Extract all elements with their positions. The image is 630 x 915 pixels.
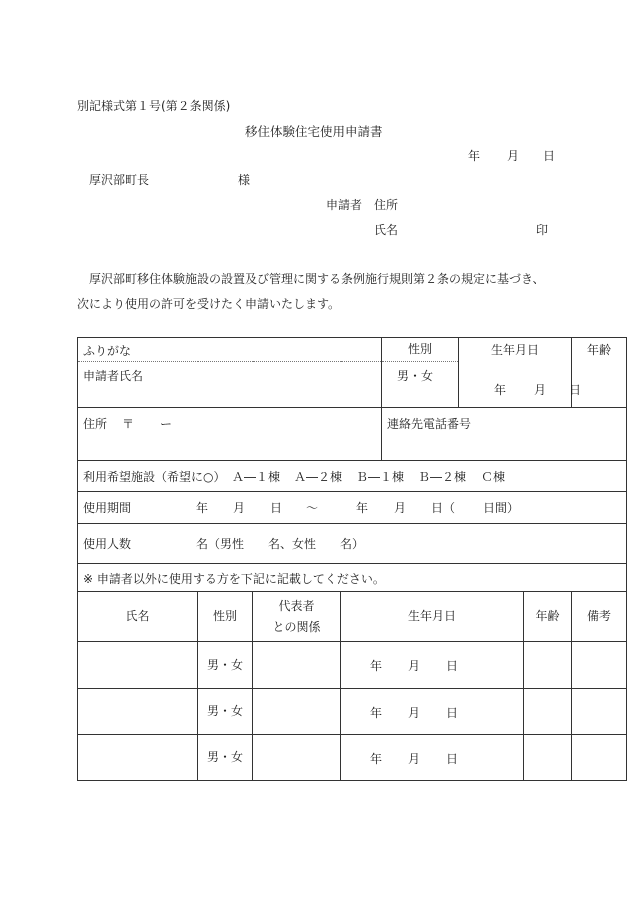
companion-dob-day: 日 — [446, 706, 459, 720]
companion-note: ※ 申請者以外に使用する方を下記に記載してください。 — [83, 572, 385, 586]
applicant-dob-year: 年 — [494, 382, 507, 397]
companion-relation-header-line1: 代表者 — [278, 599, 315, 614]
body-text-line-2: 次により使用の許可を受けたく申請いたします。 — [77, 297, 341, 311]
companion-gender-header-cell — [198, 592, 253, 642]
period-row — [78, 492, 627, 524]
note-cell — [78, 564, 627, 592]
companion-relation-header-cell — [253, 592, 341, 642]
people-cell[interactable] — [78, 524, 627, 564]
companion-remarks-header: 備考 — [587, 609, 612, 624]
date-month: 月 — [507, 149, 520, 163]
companion-remarks-cell[interactable] — [572, 689, 627, 735]
facility-option-a1[interactable]: Ａ―１棟 — [232, 470, 281, 484]
companion-dob-header: 生年月日 — [407, 609, 456, 624]
companion-name-cell[interactable] — [78, 642, 198, 689]
companion-name-cell[interactable] — [78, 735, 198, 781]
facility-option-b2[interactable]: Ｂ―２棟 — [418, 470, 467, 484]
seal-mark: 印 — [536, 223, 549, 237]
companion-age-header-cell — [524, 592, 572, 642]
date-day: 日 — [543, 149, 556, 163]
dob-header-cell — [459, 338, 572, 362]
companion-dob-day: 日 — [446, 659, 459, 673]
phone-cell[interactable] — [382, 408, 627, 461]
period-days: 日間） — [483, 501, 520, 515]
period-start-day: 日 — [270, 501, 283, 515]
applicant-dob-cell[interactable] — [459, 362, 582, 408]
companion-dob-year: 年 — [370, 752, 383, 766]
people-text: 名（男性 名、女性 名） — [196, 537, 365, 551]
applicant-gender-options: 男・女 — [397, 369, 434, 383]
companion-name-header-cell — [78, 592, 198, 642]
applicant-name-cell[interactable] — [78, 362, 382, 408]
companion-name-cell[interactable] — [78, 689, 198, 735]
applicant-label: 申請者 — [326, 198, 363, 212]
companion-gender-cell[interactable] — [198, 642, 253, 689]
companion-dob-header-cell — [341, 592, 524, 642]
applicant-dob-month: 月 — [534, 382, 547, 397]
dob-header: 生年月日 — [491, 342, 540, 357]
companion-header-row — [78, 592, 627, 642]
honorific: 様 — [238, 173, 251, 187]
facility-row — [78, 461, 627, 492]
companion-dob-month: 月 — [408, 752, 421, 766]
companion-dob-cell[interactable] — [341, 689, 524, 735]
postal-mark: 〒 — [122, 417, 135, 431]
address-row — [78, 408, 627, 461]
companion-remarks-header-cell — [572, 592, 627, 642]
companion-relation-header-line2: との関係 — [272, 619, 321, 634]
companion-remarks-cell[interactable] — [572, 642, 627, 689]
companion-dob-month: 月 — [408, 706, 421, 720]
form-title: 移住体験住宅使用申請書 — [245, 124, 383, 139]
companion-dob-cell[interactable] — [341, 735, 524, 781]
companion-gender-options: 男・女 — [206, 750, 243, 765]
companion-dob-cell[interactable] — [341, 642, 524, 689]
applicant-address-label: 住所 — [374, 198, 399, 212]
recipient: 厚沢部町長 — [89, 173, 150, 187]
companion-dob-month: 月 — [408, 659, 421, 673]
body-text-line-1: 厚沢部町移住体験施設の設置及び管理に関する条例施行規則第２条の規定に基づき、 — [89, 272, 545, 286]
furigana-row — [78, 338, 627, 362]
companion-dob-day: 日 — [446, 752, 459, 766]
applicant-dob-day: 日 — [569, 382, 582, 397]
companion-age-header: 年齢 — [535, 609, 560, 624]
companion-relation-cell[interactable] — [253, 735, 341, 781]
companion-row — [78, 642, 627, 689]
companion-gender-cell[interactable] — [198, 689, 253, 735]
companion-age-cell[interactable] — [524, 689, 572, 735]
period-label: 使用期間 — [83, 501, 132, 515]
date-year: 年 — [468, 149, 481, 163]
gender-header: 性別 — [407, 342, 432, 357]
period-start-year: 年 — [196, 501, 209, 515]
age-cell[interactable] — [572, 338, 627, 408]
people-label: 使用人数 — [83, 537, 132, 551]
age-header: 年齢 — [587, 343, 612, 357]
facility-cell — [78, 461, 627, 492]
address-cell[interactable] — [78, 408, 382, 461]
phone-label: 連絡先電話番号 — [387, 417, 472, 431]
facility-label: 利用希望施設（希望に○） — [83, 470, 226, 484]
applicant-name-row — [78, 362, 627, 408]
companion-name-header: 氏名 — [125, 609, 150, 624]
companion-dob-year: 年 — [370, 659, 383, 673]
period-start-month: 月 — [233, 501, 246, 515]
facility-option-b1[interactable]: Ｂ―１棟 — [356, 470, 405, 484]
period-cell[interactable] — [78, 492, 627, 524]
companion-row — [78, 735, 627, 781]
companion-gender-header: 性別 — [212, 609, 237, 624]
address-label: 住所 — [83, 417, 108, 431]
companion-remarks-cell[interactable] — [572, 735, 627, 781]
applicant-gender-cell[interactable] — [382, 362, 459, 408]
facility-option-a2[interactable]: Ａ―２棟 — [294, 470, 343, 484]
companion-relation-cell[interactable] — [253, 689, 341, 735]
period-end-year: 年 — [356, 501, 369, 515]
period-tilde: ～ — [306, 501, 319, 515]
companion-gender-cell[interactable] — [198, 735, 253, 781]
furigana-label: ふりがな — [83, 344, 132, 358]
period-end-month: 月 — [394, 501, 407, 515]
companion-gender-options: 男・女 — [206, 704, 243, 719]
furigana-cell[interactable] — [78, 338, 382, 362]
postal-dash: ー — [160, 417, 173, 431]
companion-gender-options: 男・女 — [206, 657, 243, 672]
gender-header-cell — [382, 338, 459, 362]
companion-row — [78, 689, 627, 735]
form-number: 別記様式第１号(第２条関係) — [77, 99, 231, 113]
companion-relation-cell[interactable] — [253, 642, 341, 689]
note-row — [78, 564, 627, 592]
facility-option-c[interactable]: Ｃ棟 — [481, 470, 506, 484]
applicant-name-label: 氏名 — [374, 223, 399, 237]
companion-age-cell[interactable] — [524, 642, 572, 689]
period-end-day: 日（ — [431, 501, 456, 515]
companion-age-cell[interactable] — [524, 735, 572, 781]
companion-dob-year: 年 — [370, 706, 383, 720]
people-row — [78, 524, 627, 564]
applicant-name-label: 申請者氏名 — [83, 369, 144, 383]
application-table — [77, 337, 627, 781]
